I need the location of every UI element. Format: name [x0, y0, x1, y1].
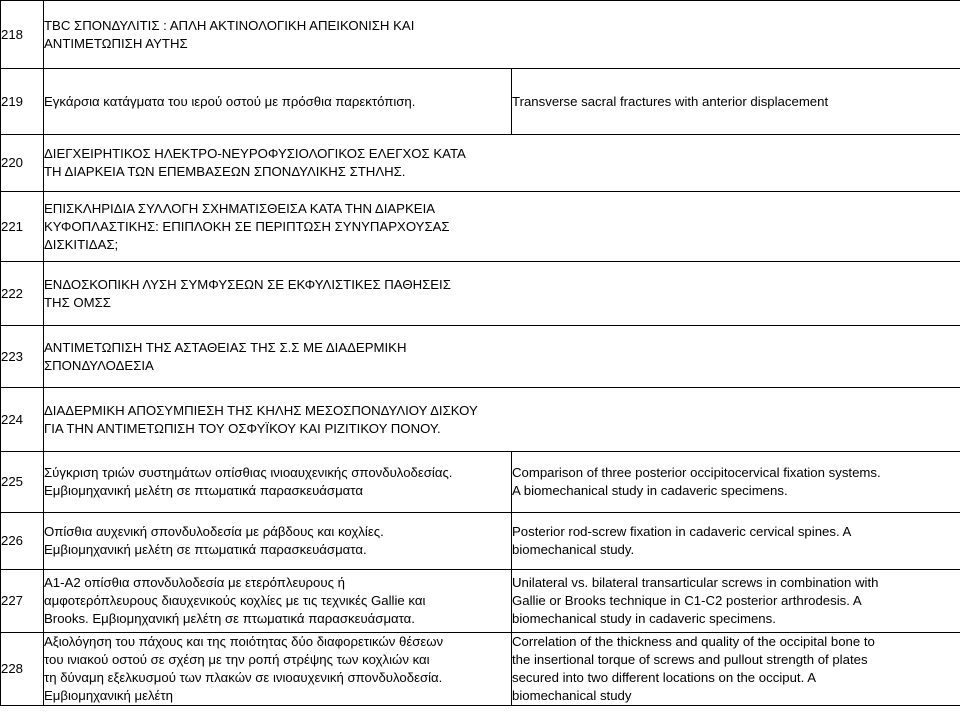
greek-title: Α1-Α2 οπίσθια σπονδυλοδεσία με ετερόπλευρους ή αμφοτερόπλευρους διαυχενικούς κοχλίες με τις τεχνικές Gallie και Brooks. Εμβιομηχανική μελέτη σε πτωματικά παρασκευάσματα. [44, 570, 512, 633]
english-title: Posterior rod-screw fixation in cadaveric cervical spines. A biomechanical study. [512, 513, 960, 570]
table-row [1, 633, 960, 706]
row-number: 228 [1, 633, 44, 706]
english-title: Correlation of the thickness and quality of the occipital bone to the insertional torque of screws and pullout strength of plates secured into two different locations on the occiput. A biomechanical study [512, 633, 960, 706]
row-number: 221 [1, 192, 44, 262]
table-row [1, 513, 960, 570]
row-number: 227 [1, 570, 44, 633]
english-title: Transverse sacral fractures with anterior displacement [512, 69, 960, 135]
table-row [1, 192, 960, 262]
greek-title: Αξιολόγηση του πάχους και της ποιότητας δύο διαφορετικών θέσεων του ινιακού οστού σε σχέση με την ροπή στρέψης των κοχλιών και τη δύναμη εξελκυσμού των πλακών σε ινιοαυχενική σπονδυλοδεσία. Εμβιομηχανική μελέτη [44, 633, 512, 706]
table-row [1, 570, 960, 633]
greek-title: Εγκάρσια κατάγματα του ιερού οστού με πρόσθια παρεκτόπιση. [44, 69, 512, 135]
table-row [1, 69, 960, 135]
row-number: 223 [1, 326, 44, 388]
greek-title: TBC ΣΠΟΝΔΥΛΙΤΙΣ : ΑΠΛΗ ΑΚΤΙΝΟΛΟΓΙΚΗ ΑΠΕΙΚΟΝΙΣΗ ΚΑΙ ΑΝΤΙΜΕΤΩΠΙΣΗ ΑΥΤΗΣ [44, 1, 960, 69]
row-number: 222 [1, 262, 44, 326]
row-number: 226 [1, 513, 44, 570]
row-number: 219 [1, 69, 44, 135]
english-title: Comparison of three posterior occipitocervical fixation systems. A biomechanical study in cadaveric specimens. [512, 452, 960, 513]
table-row [1, 326, 960, 388]
greek-title: ΕΠΙΣΚΛΗΡΙΔΙΑ ΣΥΛΛΟΓΗ ΣΧΗΜΑΤΙΣΘΕΙΣΑ ΚΑΤΑ ΤΗΝ ΔΙΑΡΚΕΙΑ ΚΥΦΟΠΛΑΣΤΙΚΗΣ: ΕΠΙΠΛΟΚΗ ΣΕ ΠΕΡΙΠΤΩΣΗ ΣΥΝΥΠΑΡΧΟΥΣΑΣ ΔΙΣΚΙΤΙΔΑΣ; [44, 192, 960, 262]
row-number: 224 [1, 388, 44, 452]
table-row [1, 1, 960, 69]
row-number: 218 [1, 1, 44, 69]
greek-title: Σύγκριση τριών συστημάτων οπίσθιας ινιοαυχενικής σπονδυλοδεσίας. Εμβιομηχανική μελέτη σε πτωματικά παρασκευάσματα [44, 452, 512, 513]
row-number: 225 [1, 452, 44, 513]
greek-title: ΔΙΑΔΕΡΜΙΚΗ ΑΠΟΣΥΜΠΙΕΣΗ ΤΗΣ ΚΗΛΗΣ ΜΕΣΟΣΠΟΝΔΥΛΙΟΥ ΔΙΣΚΟΥ ΓΙΑ ΤΗΝ ΑΝΤΙΜΕΤΩΠΙΣΗ ΤΟΥ ΟΣΦΥΪΚΟΥ ΚΑΙ ΡΙΖΙΤΙΚΟΥ ΠΟΝΟΥ. [44, 388, 960, 452]
row-number: 220 [1, 135, 44, 192]
table-row [1, 388, 960, 452]
table-row [1, 262, 960, 326]
greek-title: ΑΝΤΙΜΕΤΩΠΙΣΗ ΤΗΣ ΑΣΤΑΘΕΙΑΣ ΤΗΣ Σ.Σ ΜΕ ΔΙΑΔΕΡΜΙΚΗ ΣΠΟΝΔΥΛΟΔΕΣΙΑ [44, 326, 960, 388]
greek-title: ΔΙΕΓΧΕΙΡΗΤΙΚΟΣ ΗΛΕΚΤΡΟ-ΝΕΥΡΟΦΥΣΙΟΛΟΓΙΚΟΣ ΕΛΕΓΧΟΣ ΚΑΤΑ ΤΗ ΔΙΑΡΚΕΙΑ ΤΩΝ ΕΠΕΜΒΑΣΕΩΝ ΣΠΟΝΔΥΛΙΚΗΣ ΣΤΗΛΗΣ. [44, 135, 960, 192]
greek-title: ΕΝΔΟΣΚΟΠΙΚΗ ΛΥΣΗ ΣΥΜΦΥΣΕΩΝ ΣΕ ΕΚΦΥΛΙΣΤΙΚΕΣ ΠΑΘΗΣΕΙΣ ΤΗΣ ΟΜΣΣ [44, 262, 960, 326]
table-row [1, 452, 960, 513]
english-title: Unilateral vs. bilateral transarticular screws in combination with Gallie or Brooks technique in C1-C2 posterior arthrodesis. A biomechanical study in cadaveric specimens. [512, 570, 960, 633]
greek-title: Οπίσθια αυχενική σπονδυλοδεσία με ράβδους και κοχλίες. Εμβιομηχανική μελέτη σε πτωματικά παρασκευάσματα. [44, 513, 512, 570]
table-row [1, 135, 960, 192]
